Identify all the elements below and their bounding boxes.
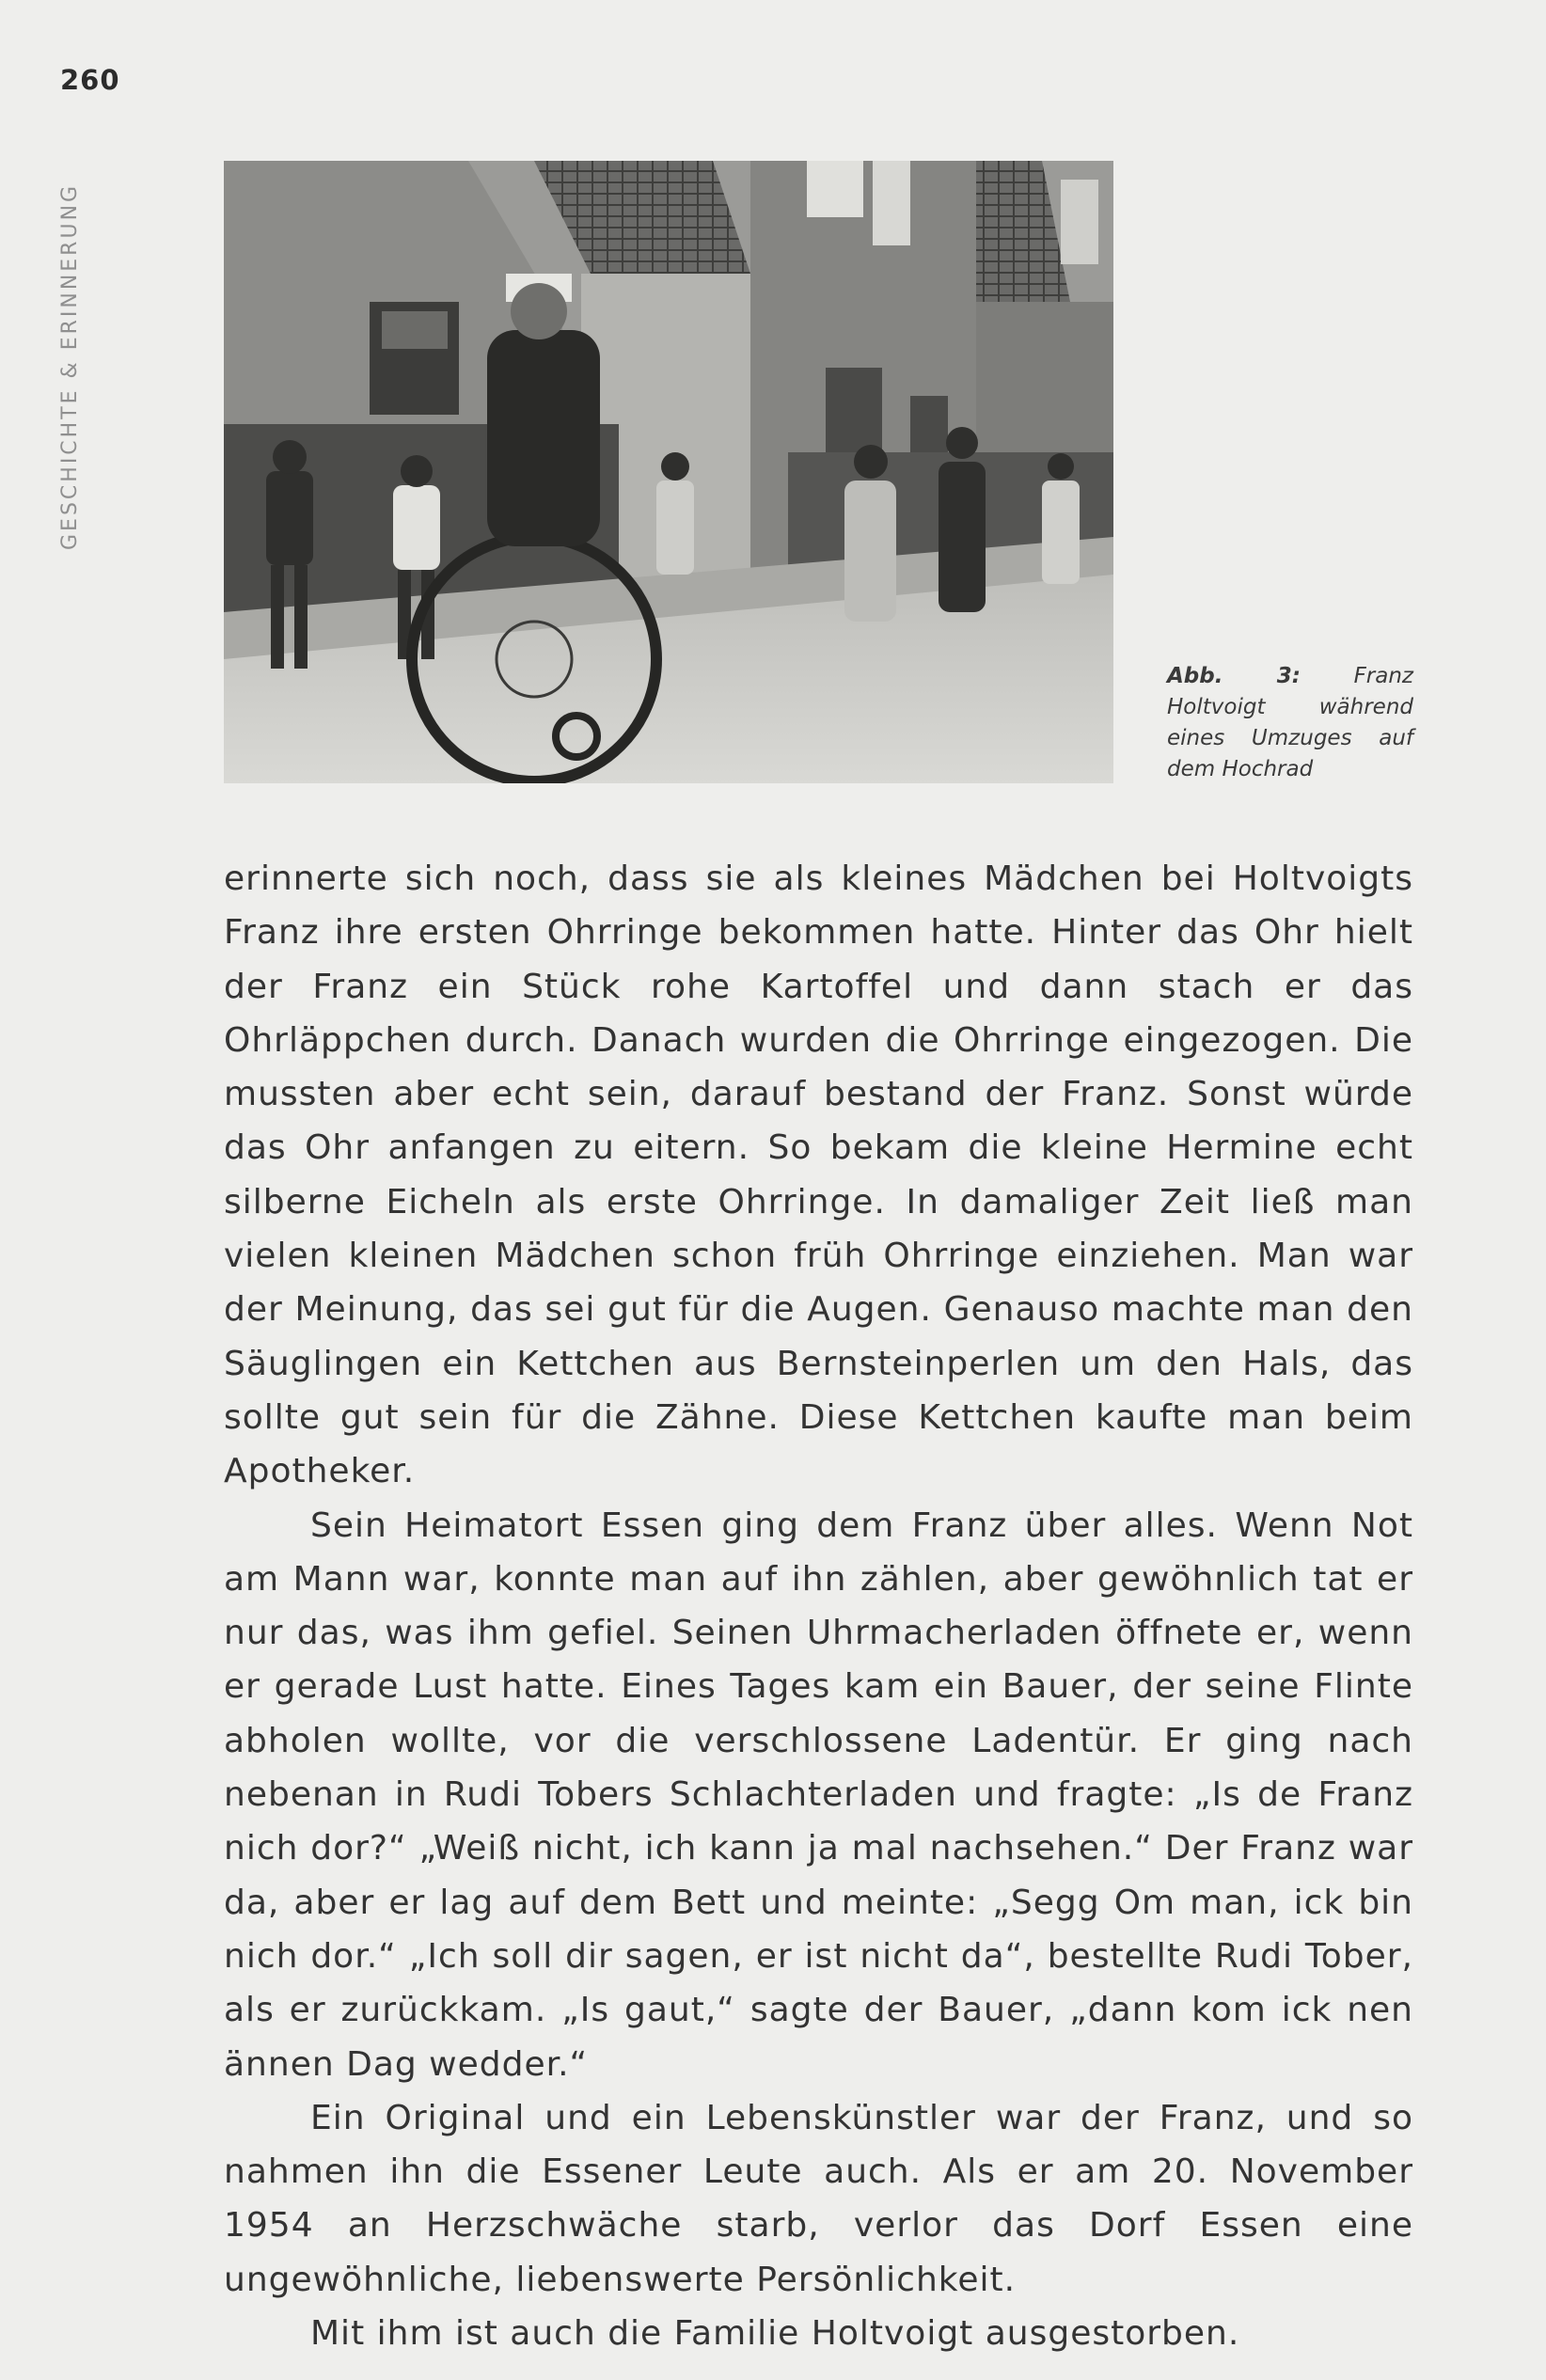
paragraph: Sein Heimatort Essen ging dem Franz über alles. Wenn Not am Mann war, konnte man auf ihn zählen, aber gewöhnlich tat er nur das, was ihm gefiel. Seinen Uhrmacherladen öffnete er, wenn er gerade Lust hatte. Eines Tages kam ein Bauer, der seine Flinte abholen wollte, vor die verschlossene Ladentür. Er ging nach nebenan in Rudi Tobers Schlachterladen und fragte: „Is de Franz nich dor?“ „Weiß nicht, ich kann ja mal nachsehen.“ Der Franz war da, aber er lag auf dem Bett und meinte: „Segg Om man, ick bin nich dor.“ „Ich soll dir sagen, er ist nicht da“, bestellte Rudi Tober, als er zurückkam. „Is gaut,“ sagte der Bauer, „dann kom ick nen ännen Dag wedder.“ bbox=[224, 1505, 1413, 2084]
street-procession-photo-icon bbox=[224, 161, 1113, 783]
running-head: GESCHICHTE & ERINNERUNG bbox=[58, 182, 82, 550]
paragraph: Ein Original und ein Lebenskünstler war der Franz, und so nahmen ihn die Essener Leute auch. Als er am 20. November 1954 an Herzschwäche starb, verlor das Dorf Essen eine ungewöhnliche, liebenswerte Persönlichkeit. bbox=[224, 2098, 1413, 2299]
caption-label: Abb. 3: bbox=[1167, 664, 1301, 688]
paragraph: Mit ihm ist auch die Familie Holtvoigt ausgestorben. bbox=[310, 2314, 1240, 2354]
figure-caption bbox=[1167, 661, 1413, 785]
figure-photo bbox=[224, 161, 1113, 783]
paragraph: erinnerte sich noch, dass sie als kleines Mädchen bei Holtvoigts Franz ihre ersten Ohrringe bekommen hatte. Hinter das Ohr hielt der Franz ein Stück rohe Kartoffel und dann stach er das Ohrläppchen durch. Danach wurden die Ohrringe eingezogen. Die mussten aber echt sein, darauf bestand der Franz. Sonst würde das Ohr anfangen zu eitern. So bekam die kleine Hermine echt silberne Eicheln als erste Ohrringe. In damaliger Zeit ließ man vielen kleinen Mädchen schon früh Ohrringe einziehen. Man war der Meinung, das sei gut für die Augen. Genauso machte man den Säuglingen ein Kettchen aus Bernsteinperlen um den Hals, das sollte gut sein für die Zähne. Diese Kettchen kaufte man beim Apotheker. bbox=[224, 859, 1413, 1491]
caption-text: Franz Holtvoigt während eines Umzuges auf dem Hochrad bbox=[1167, 664, 1413, 781]
page-number: 260 bbox=[60, 64, 120, 96]
body-text bbox=[224, 852, 1413, 2360]
